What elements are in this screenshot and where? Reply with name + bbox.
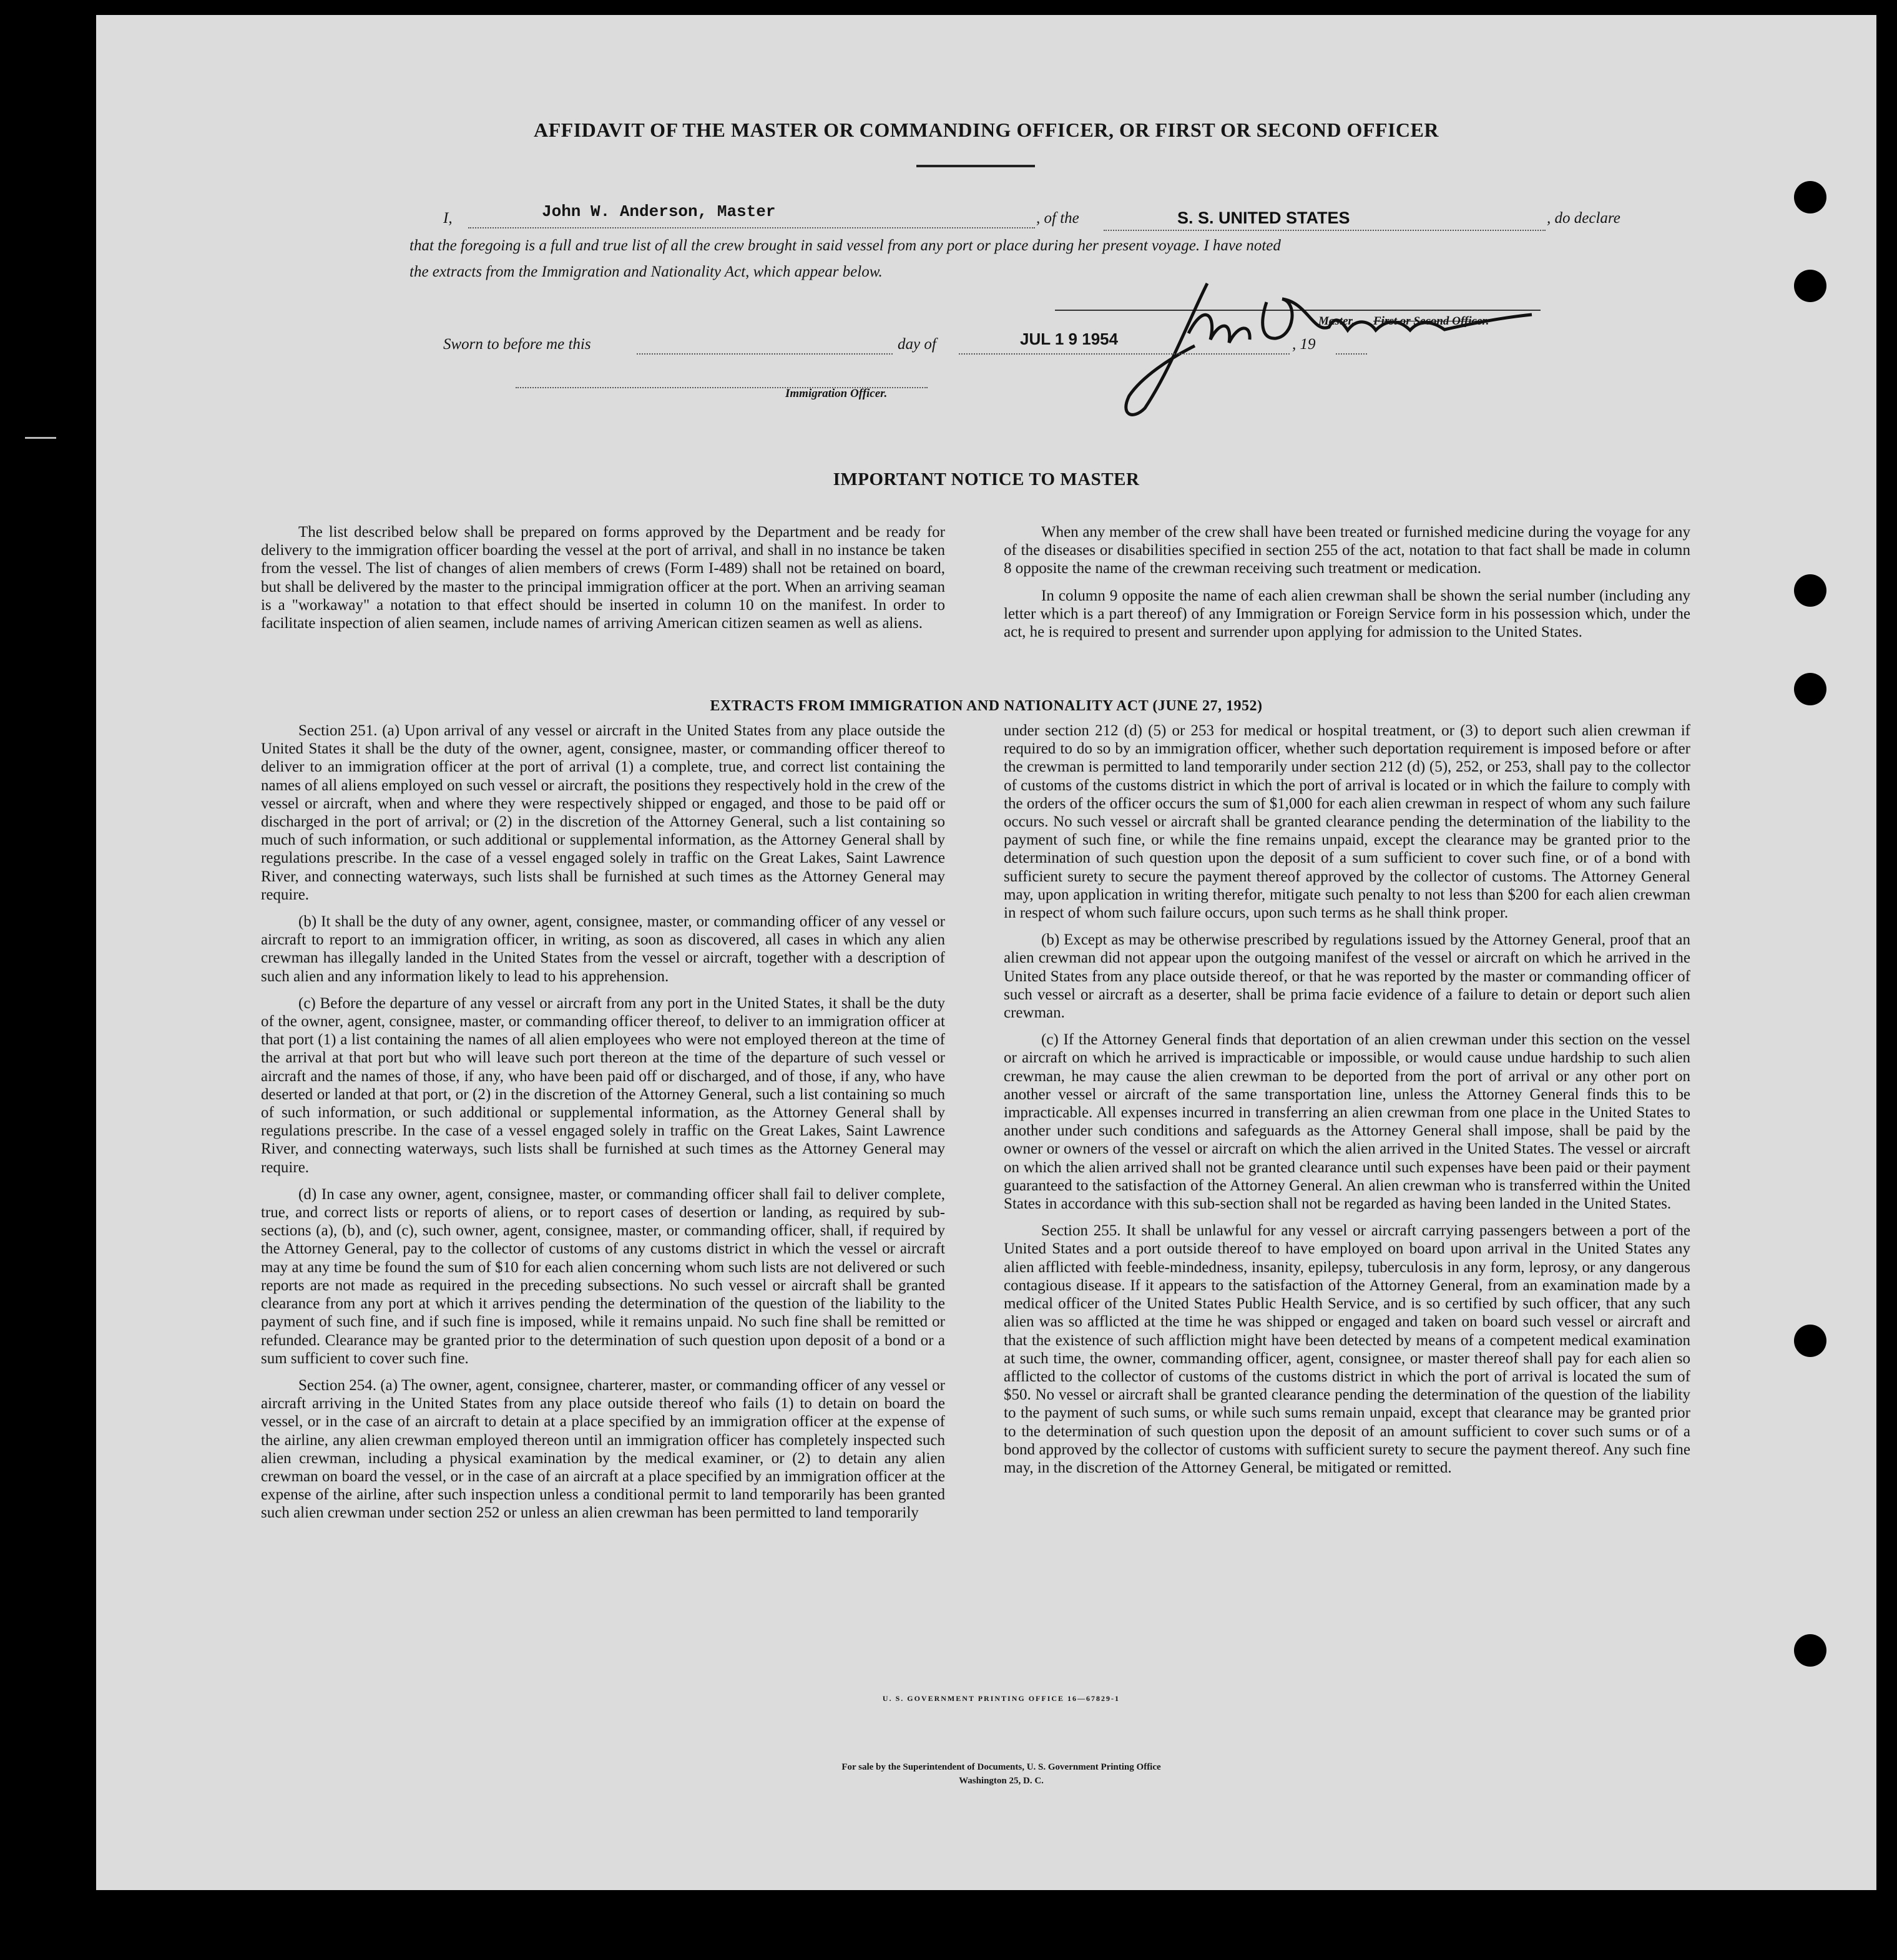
sale-line-1: For sale by the Superintendent of Documents, U. S. Government Printing Office xyxy=(841,1762,1161,1772)
sworn-date-field xyxy=(959,330,1290,355)
extracts-right-column xyxy=(1004,722,1690,1477)
notice-paragraph: The list described below shall be prepared on forms approved by the Department and be ready for delivery to the immigration officer boarding the vessel at the port of arrival, and shall in no instance be taken from the vessel. The list of changes of alien members of crews (Form I-489) shall not be retained on board, but shall be delivered by the master to the principal immigration officer at the port. When an arriving seaman is a "workaway" a notation to that effect should be inserted in column 10 on the manifest. In order to facilitate inspection of alien seamen, include names of arriving American citizen seamen as well as aliens. xyxy=(261,524,945,632)
margin-mark xyxy=(25,437,56,439)
notice-paragraph: In column 9 opposite the name of each alien crewman shall be shown the serial number (including any letter which is a part thereof) of any Immigration or Foreign Service form in his possession which, under the act, he is required to present and surrender upon applying for admission to the United States. xyxy=(1004,587,1690,641)
section-paragraph: (d) In case any owner, agent, consignee, master, or commanding officer shall fail to deliver complete, true, and correct lists or reports of aliens, or to report cases of desertion or landing, as required by sub-sections (a), (b), and (c), such owner, agent, consignee, master, or commanding officer, shall, if required by the Attorney General, pay to the collector of customs of any customs district in which the vessel or aircraft may at any time be found the sum of $10 for each alien concerning whom such lists are not delivered or such reports are not made as required in the preceding subsections. No such vessel or aircraft shall be granted clearance from any port at which it arrives pending the determination of the question of the liability to the payment of such fine, and if such fine is imposed, while it remains unpaid. No such fine shall be remitted or refunded. Clearance may be granted prior to the determination of such question upon deposit of a bond or a sum sufficient to cover such fine. xyxy=(261,1185,945,1367)
sale-line-2: Washington 25, D. C. xyxy=(959,1776,1044,1786)
title-divider xyxy=(916,165,1035,167)
extracts-left-column xyxy=(261,722,945,1522)
year-suffix-label: , 19 xyxy=(1292,336,1316,353)
master-name: John W. Anderson, Master xyxy=(542,202,776,221)
sale-notice xyxy=(658,1760,1345,1788)
of-the-label: , of the xyxy=(1036,210,1079,227)
vessel-name: S. S. UNITED STATES xyxy=(1177,208,1350,227)
affidavit-line-3: the extracts from the Immigration and Nationality Act, which appear below. xyxy=(409,263,883,280)
punch-hole xyxy=(1794,574,1826,607)
vessel-field xyxy=(1104,206,1546,231)
sworn-date: JUL 1 9 1954 xyxy=(1020,330,1119,348)
section-paragraph: (c) Before the departure of any vessel or aircraft from any port in the United States, it shall be the duty of the owner, agent, consignee, master, or commanding officer thereof, to deliver to an immigration officer at that port (1) a list containing the names of all alien employees who were not employed thereon at the time of the arrival at that port but who will leave such port thereon at the time of the departure of such vessel or aircraft and the names of those, if any, who have been paid off or discharged, and of those, if any, who have deserted or landed at that port, or (2) in the discretion of the Attorney General, such a list containing so much of such information, or such additional or supplemental information, as the Attorney General shall by regulations prescribe. In the case of a vessel engaged solely in traffic on the Great Lakes, Saint Lawrence River, and connecting waterways, such lists shall be furnished at such times as the Attorney General may require. xyxy=(261,994,945,1176)
affidavit-title: AFFIDAVIT OF THE MASTER OR COMMANDING OFFICER, OR FIRST OR SECOND OFFICER xyxy=(534,119,1439,141)
document-page xyxy=(96,15,1876,1890)
i-label: I, xyxy=(443,210,453,227)
notice-right-column xyxy=(1004,523,1690,641)
immigration-officer-label: Immigration Officer. xyxy=(785,387,888,400)
notice-title: IMPORTANT NOTICE TO MASTER xyxy=(833,469,1140,489)
punch-hole xyxy=(1794,270,1826,302)
section-paragraph: (b) Except as may be otherwise prescribed by regulations issued by the Attorney General, proof that an alien crewman did not appear upon the outgoing manifest of the vessel or aircraft on which he arrived in the United States from any place outside thereof, or that he was reported by the master or commanding officer of such vessel or aircraft as a deserter, shall be prima facie evidence of a failure to detain or deport such alien crewman. xyxy=(1004,931,1690,1022)
extracts-title: EXTRACTS FROM IMMIGRATION AND NATIONALITY ACT (JUNE 27, 1952) xyxy=(710,698,1263,714)
affidavit-line-2: that the foregoing is a full and true list of all the crew brought in said vessel from any port or place during her present voyage. I have noted xyxy=(409,237,1281,254)
name-field xyxy=(468,202,1035,228)
sworn-day-field xyxy=(637,347,893,355)
section-paragraph: Section 254. (a) The owner, agent, consignee, charterer, master, or commanding officer of any vessel or aircraft arriving in the United States from any place outside thereof who fails (1) to detain on board the vessel, or in the case of an aircraft to detain at a place specified by an immigration officer at the expense of the airline, any alien crewman employed thereon until an immigration officer has completely inspected such alien crewman, including a physical examination by the medical examiner, or (2) to detain any alien crewman on board the vessel, or in the case of an aircraft at a place specified by an immigration officer at the expense of the airline, after such inspection unless a conditional permit to land temporarily has been granted such alien crewman under section 252 or unless an alien crewman has been permitted to land temporarily xyxy=(261,1376,945,1522)
section-paragraph: Section 255. It shall be unlawful for any vessel or aircraft carrying passengers between a port of the United States and a port outside thereof to have employed on board upon arrival in the United States any alien afflicted with feeble-mindedness, insanity, epilepsy, tuberculosis in any form, leprosy, or any dangerous contagious disease. If it appears to the satisfaction of the Attorney General, from an examination made by a medical officer of the United States Public Health Service, and is so certified by such officer, that any such alien was so afflicted at the time he was shipped or engaged and taken on board such vessel or aircraft and that the existence of such affliction might have been detected by means of a competent medical examination at such time, the owner, commanding officer, agent, consignee, or master thereof shall pay for each alien so afflicted to the collector of customs of the customs district in which the port of arrival is located the sum of $50. No vessel or aircraft shall be granted clearance pending the determination of the question of the liability to the payment of such sums, or while such sums remain unpaid, except that clearance may be granted prior to the determination of such question upon the deposit of an amount sufficient to cover such sums or of a bond approved by the collector of customs with sufficient surety to secure the payment thereof. Any such fine may, in the discretion of the Attorney General, be mitigated or remitted. xyxy=(1004,1222,1690,1476)
section-paragraph: (c) If the Attorney General finds that deportation of an alien crewman under this section on the vessel or aircraft on which he arrived is impracticable or impossible, or would cause undue hardship to such alien crewman, he may cause the alien crewman to be deported from the port of arrival or any other port on another vessel or aircraft of the same transportation line, unless the Attorney General finds this to be impracticable. All expenses incurred in transferring an alien crewman from one place in the United States to another under such conditions and safeguards as the Attorney General shall impose, shall be paid by the owner or owners of the vessel or aircraft on which the alien arrived in the United States. The vessel or aircraft on which the alien arrived shall not be granted clearance until such expenses have been paid or their payment guaranteed to the satisfaction of the Attorney General. An alien crewman who is transferred within the United States in accordance with this sub-section shall not be regarded as having been landed in the United States. xyxy=(1004,1031,1690,1213)
gpo-imprint: U. S. GOVERNMENT PRINTING OFFICE 16—67829-1 xyxy=(882,1694,1120,1703)
punch-hole xyxy=(1794,181,1826,213)
master-label: Master, xyxy=(1318,315,1355,328)
punch-hole xyxy=(1794,1634,1826,1667)
punch-hole xyxy=(1794,673,1826,705)
do-declare-label: , do declare xyxy=(1547,210,1620,227)
section-paragraph: under section 212 (d) (5) or 253 for medical or hospital treatment, or (3) to deport such alien crewman if required to do so by an immigration officer, whether such deportation requirement is imposed before or after the crewman is permitted to land temporarily under section 212 (d) (5), 252, or 253, shall pay to the collector of customs of the customs district in which the port of arrival is located or in which the failure to comply with the orders of the officer occurs the sum of $1,000 for each alien crewman in respect of whom any such failure occurs. No such vessel or aircraft shall be granted clearance pending the determination of the liability to the payment of such fine, or while the fine remains unpaid, except the clearance may be granted prior to the determination of such question upon the deposit of a sum sufficient to cover such fine, or of a bond with sufficient surety to secure the payment thereof approved by the collector of customs. The Attorney General may, upon application in writing therefor, mitigate such penalty to not less than $200 for each alien crewman in respect of whom such failure occurs, upon such terms as he shall think proper. xyxy=(1004,722,1690,922)
day-of-label: day of xyxy=(898,336,936,353)
punch-hole xyxy=(1794,1325,1826,1357)
year-field xyxy=(1336,347,1367,355)
sworn-label: Sworn to before me this xyxy=(443,336,591,353)
notice-paragraph: When any member of the crew shall have been treated or furnished medicine during the voyage for any of the diseases or disabilities specified in section 255 of the act, notation to that fact shall be made in column 8 opposite the name of the crewman receiving such treatment or medication. xyxy=(1004,524,1690,577)
notice-left-column xyxy=(261,523,945,632)
section-paragraph: Section 251. (a) Upon arrival of any vessel or aircraft in the United States from any place outside the United States it shall be the duty of the owner, agent, consignee, master, or commanding officer thereof to deliver to an immigration officer at the port of arrival (1) a complete, true, and correct list containing the names of all aliens employed on such vessel or aircraft, the positions they respectively hold in the crew of the vessel or aircraft, when and where they were respectively shipped or engaged, and those to be paid off or discharged in the port of arrival; or (2) in the discretion of the Attorney General, such a list containing so much of such information, or such additional or supplemental information, as the Attorney General shall by regulations prescribe. In the case of a vessel engaged solely in traffic on the Great Lakes, Saint Lawrence River, and connecting waterways, such lists shall be furnished at such times as the Attorney General may require. xyxy=(261,722,945,903)
section-paragraph: (b) It shall be the duty of any owner, agent, consignee, master, or commanding officer of any vessel or aircraft to report to an immigration officer, in writing, as soon as discovered, all cases in which any alien crewman has illegally landed in the United States from the vessel or aircraft, together with a description of such alien and any information likely to lead to his apprehension. xyxy=(261,913,945,985)
master-struck-label: First or Second Officer. xyxy=(1373,315,1489,328)
